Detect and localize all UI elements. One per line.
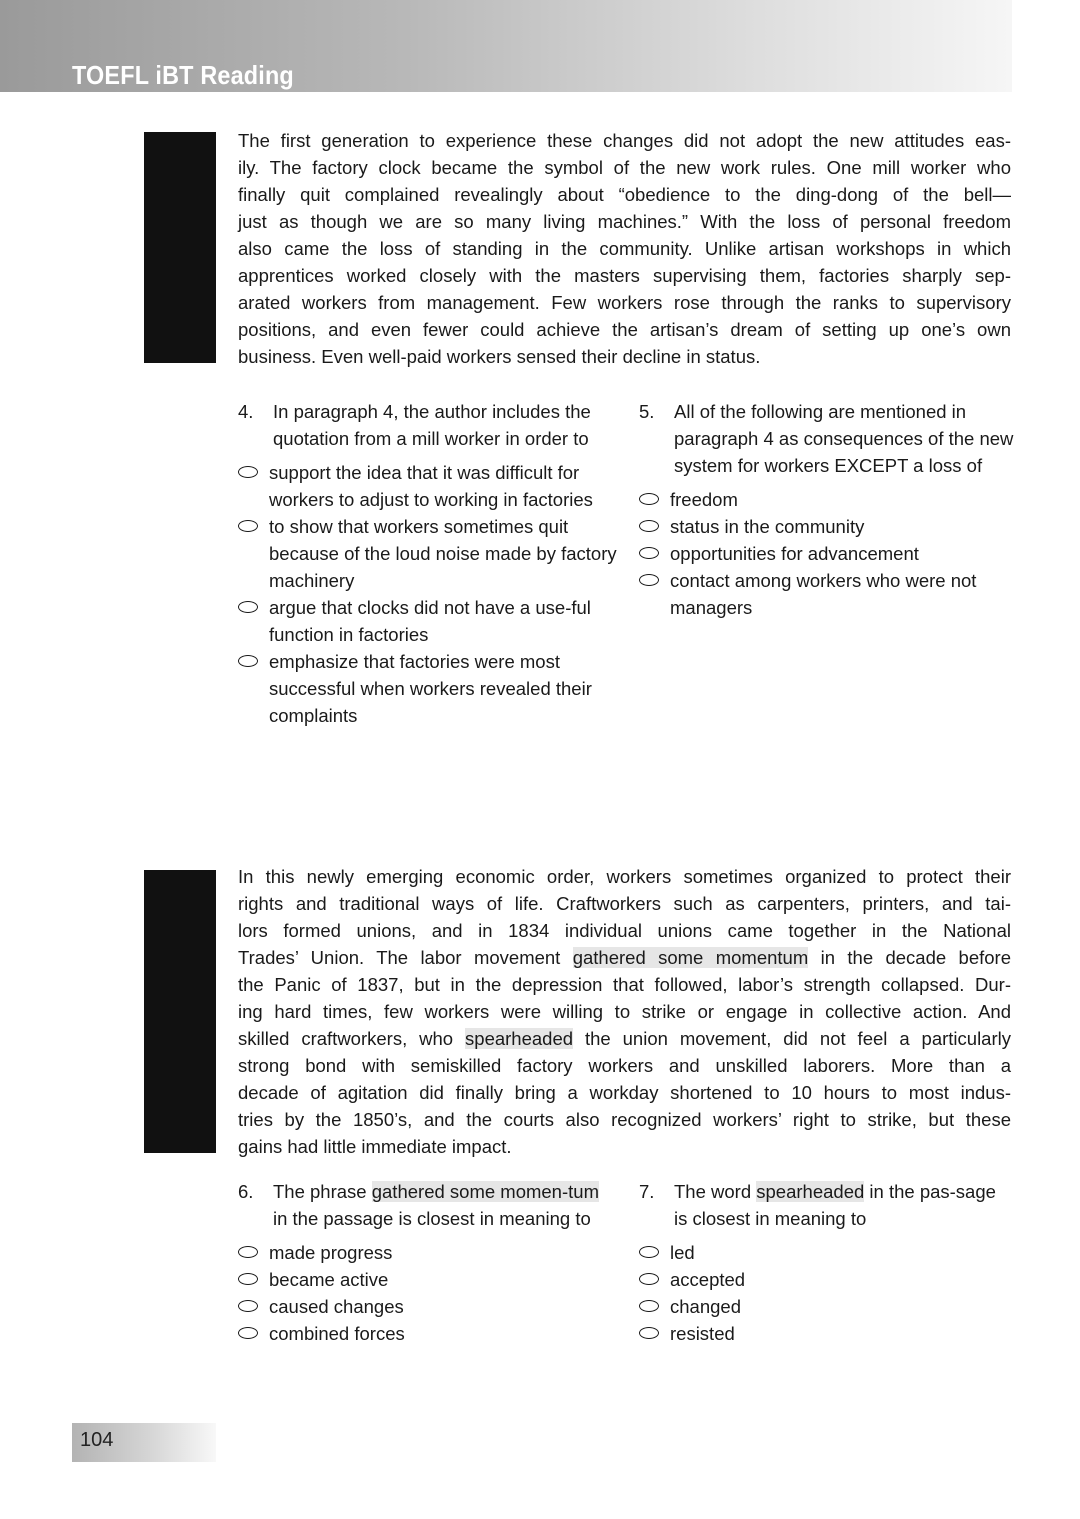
radio-oval-icon[interactable] [238,1246,258,1258]
text-run: just as though we are so many living machines.” With the loss of personal freedom [238,211,1011,232]
answer-option[interactable] [639,1293,1014,1320]
answer-options [639,1239,1014,1347]
option-text: combined forces [269,1323,405,1344]
answer-option[interactable] [238,1239,618,1266]
question-text [273,398,618,452]
radio-oval-icon[interactable] [639,1327,659,1339]
radio-oval-icon[interactable] [639,1273,659,1285]
passage-line [238,971,1011,998]
text-run: skilled craftworkers, who [238,1028,466,1049]
passage-line [238,181,1011,208]
text-run: In this newly emerging economic order, workers sometimes organized to protect their [238,866,1011,887]
option-text: changed [670,1296,741,1317]
text-run: The word [674,1181,757,1202]
option-text: made progress [269,1242,393,1263]
question-6 [238,1178,618,1347]
question-stem [238,398,618,452]
question-stem [238,1178,618,1232]
answer-option[interactable] [238,1320,618,1347]
text-run: the union movement, did not feel a particularly [573,1028,1011,1049]
question-stem [639,1178,1014,1232]
answer-options [238,459,618,729]
passage-line [238,343,1011,370]
passage-line [238,917,1011,944]
answer-option[interactable] [238,594,618,648]
radio-oval-icon[interactable] [238,655,258,667]
text-run: gains had little immediate impact. [238,1136,512,1157]
answer-options [238,1239,618,1347]
passage-line [238,1025,1011,1052]
radio-oval-icon[interactable] [238,1273,258,1285]
answer-option[interactable] [238,1293,618,1320]
option-text: support the idea that it was difficult for workers to adjust to working in factories [269,462,593,510]
passage-line [238,944,1011,971]
text-run: In paragraph 4, the author includes the quotation from a mill worker in order to [273,401,591,449]
question-4 [238,398,618,729]
text-run: All of the following are mentioned in paragraph 4 as consequences of the new system for workers EXCEPT a loss of [674,401,1014,476]
answer-option[interactable] [238,513,618,594]
passage-line [238,262,1011,289]
question-number: 5. [639,401,655,422]
text-run: rights and traditional ways of life. Craftworkers such as carpenters, printers, and tai- [238,893,1011,914]
text-run: finally quit complained revealingly about “obedience to the ding-dong of the bell— [238,184,1011,205]
text-run: ily. The factory clock became the symbol of the new work rules. One mill worker who [238,157,1011,178]
passage-line [238,890,1011,917]
option-text: became active [269,1269,389,1290]
highlighted-phrase: gathered some momentum [572,947,809,968]
answer-option[interactable] [639,486,1014,513]
passage-line [238,154,1011,181]
answer-option[interactable] [639,567,1014,621]
answer-option[interactable] [238,648,618,729]
option-text: argue that clocks did not have a use-ful function in factories [269,597,591,645]
option-text: accepted [670,1269,746,1290]
passage-line [238,235,1011,262]
question-number: 7. [639,1181,655,1202]
question-7 [639,1178,1014,1347]
option-text: led [670,1242,695,1263]
radio-oval-icon[interactable] [639,1300,659,1312]
text-run: decade of agitation did finally bring a workday shortened to 10 hours to most indus- [238,1082,1011,1103]
option-text: opportunities for advancement [670,543,919,564]
option-text: emphasize that factories were most successful when workers revealed their complaints [269,651,592,726]
paragraph-marker-bar [144,870,216,1153]
passage-paragraph [238,127,1011,370]
question-text [674,1178,1014,1232]
text-run: arated workers from management. Few workers rose through the ranks to supervisory [238,292,1011,313]
answer-option[interactable] [639,1266,1014,1293]
text-run: in the pas-sage is closest in meaning to [674,1181,996,1229]
passage-line [238,863,1011,890]
answer-options [639,486,1014,621]
answer-option[interactable] [639,1320,1014,1347]
passage-line [238,316,1011,343]
answer-option[interactable] [639,1239,1014,1266]
highlighted-phrase: gathered some momen-tum [371,1181,599,1202]
radio-oval-icon[interactable] [639,547,659,559]
text-run: also came the loss of standing in the community. Unlike artisan workshops in which [238,238,1011,259]
text-run: business. Even well-paid workers sensed their decline in status. [238,346,761,367]
passage-line [238,998,1011,1025]
question-text [273,1178,618,1232]
radio-oval-icon[interactable] [639,520,659,532]
text-run: the Panic of 1837, but in the depression that followed, labor’s strength collapsed. Dur- [238,974,1011,995]
passage-paragraph [238,863,1011,1160]
text-run: The phrase [273,1181,372,1202]
passage-line [238,127,1011,154]
highlighted-phrase: spearheaded [465,1028,574,1049]
radio-oval-icon[interactable] [639,1246,659,1258]
answer-option[interactable] [238,459,618,513]
option-text: caused changes [269,1296,404,1317]
passage-line [238,1079,1011,1106]
option-text: contact among workers who were not managers [670,570,977,618]
paragraph-marker-bar [144,132,216,363]
answer-option[interactable] [238,1266,618,1293]
text-run: in the decade before [808,947,1011,968]
radio-oval-icon[interactable] [639,493,659,505]
text-run: The first generation to experience these changes did not adopt the new attitudes eas- [238,130,1011,151]
passage-line [238,1052,1011,1079]
option-text: freedom [670,489,738,510]
question-text [674,398,1014,479]
answer-option[interactable] [639,513,1014,540]
text-run: apprentices worked closely with the masters supervising them, factories sharply sep- [238,265,1011,286]
text-run: tries by the 1850’s, and the courts also recognized workers’ right to strike, but these [238,1109,1011,1130]
text-run: in the passage is closest in meaning to [273,1208,591,1229]
question-5 [639,398,1014,621]
answer-option[interactable] [639,540,1014,567]
option-text: status in the community [670,516,865,537]
question-stem [639,398,1014,479]
text-run: ing hard times, few workers were willing to strike or engage in collective action. And [238,1001,1011,1022]
option-text: resisted [670,1323,735,1344]
passage-line [238,208,1011,235]
radio-oval-icon[interactable] [238,601,258,613]
page-number: 104 [80,1429,114,1451]
radio-oval-icon[interactable] [238,1327,258,1339]
radio-oval-icon[interactable] [238,466,258,478]
text-run: positions, and even fewer could achieve the artisan’s dream of setting up one’s own [238,319,1011,340]
question-number: 4. [238,401,254,422]
text-run: strong bond with semiskilled factory workers and unskilled laborers. More than a [238,1055,1011,1076]
passage-line [238,1133,1011,1160]
radio-oval-icon[interactable] [238,520,258,532]
header-title: TOEFL iBT Reading [72,60,294,90]
option-text: to show that workers sometimes quit because of the loud noise made by factory machinery [269,516,617,591]
passage-line [238,1106,1011,1133]
passage-line [238,289,1011,316]
question-number: 6. [238,1181,254,1202]
radio-oval-icon[interactable] [639,574,659,586]
radio-oval-icon[interactable] [238,1300,258,1312]
highlighted-phrase: spearheaded [756,1181,865,1202]
text-run: lors formed unions, and in 1834 individual unions came together in the National [238,920,1011,941]
text-run: Trades’ Union. The labor movement [238,947,573,968]
